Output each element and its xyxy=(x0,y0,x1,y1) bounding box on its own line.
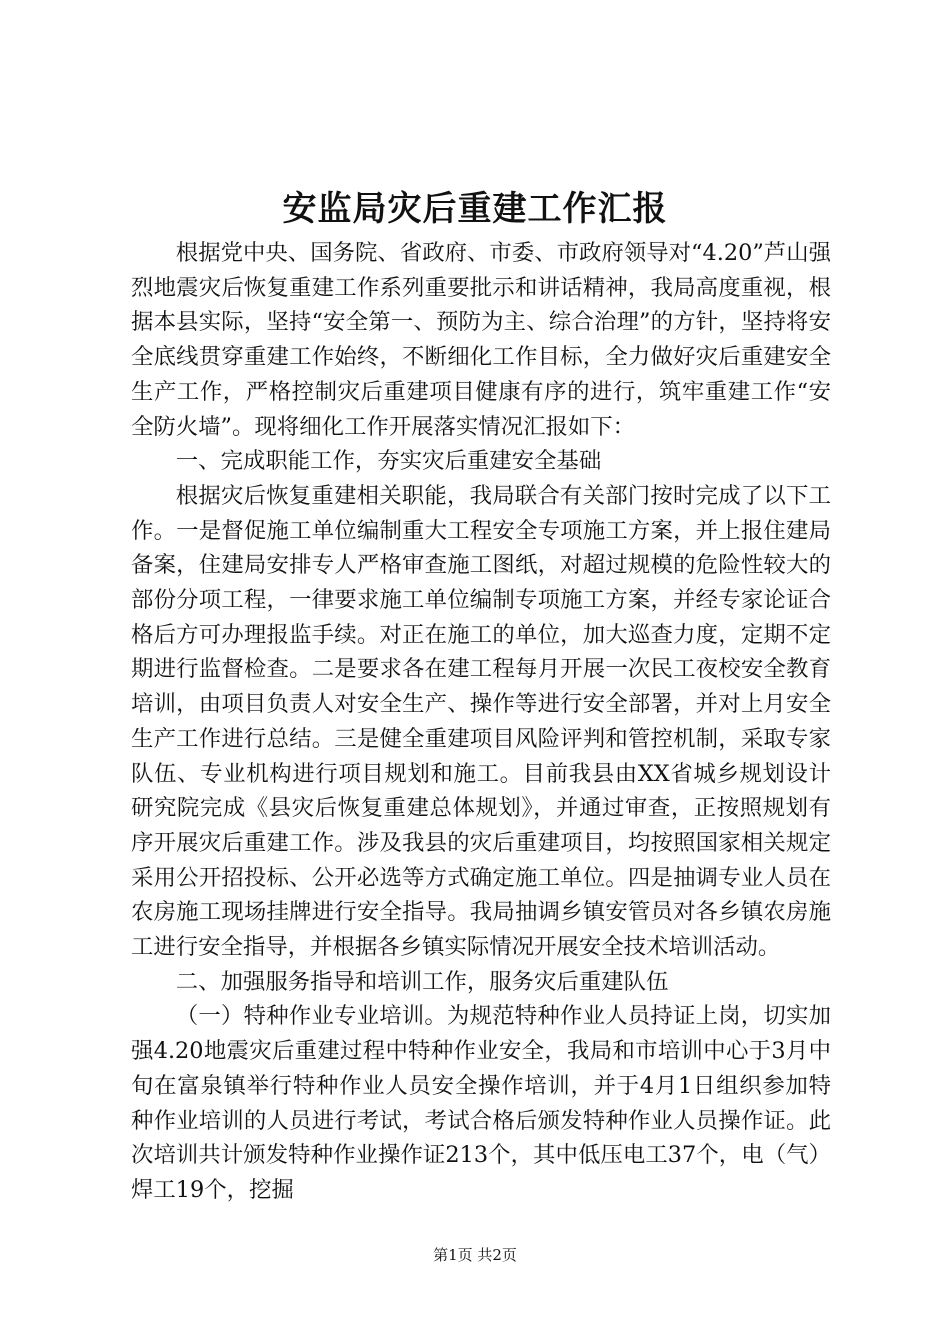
intro-paragraph: 根据党中央、国务院、省政府、市委、市政府领导对“4.20”芦山强烈地震灾后恢复重建工作系列重要批示和讲话精神，我局高度重视，根据本县实际，坚持“安全第一、预防为主、综合治理”的方针，坚持将安全底线贯穿重建工作始终，不断细化工作目标，全力做好灾后重建安全生产工作，严格控制灾后重建项目健康有序的进行，筑牢重建工作“安全防火墙”。现将细化工作开展落实情况汇报如下： xyxy=(131,240,831,440)
section-heading-1: 一、完成职能工作，夯实灾后重建安全基础 xyxy=(175,448,602,475)
page-footer: 第1页 共2页 xyxy=(433,1246,517,1264)
section-paragraph-1: 根据灾后恢复重建相关职能，我局联合有关部门按时完成了以下工作。一是督促施工单位编制重大工程安全专项施工方案，并上报住建局备案，住建局安排专人严格审查施工图纸，对超过规模的危险性较大的部份分项工程，一律要求施工单位编制专项施工方案，并经专家论证合格后方可办理报监手续。对正在施工的单位，加大巡查力度，定期不定期进行监督检查。二是要求各在建工程每月开展一次民工夜校安全教育培训，由项目负责人对安全生产、操作等进行安全部署，并对上月安全生产工作进行总结。三是健全重建项目风险评判和管控机制，采取专家队伍、专业机构进行项目规划和施工。目前我县由XX省城乡规划设计研究院完成《县灾后恢复重建总体规划》，并通过审查，正按照规划有序开展灾后重建工作。涉及我县的灾后重建项目，均按照国家相关规定采用公开招投标、公开必选等方式确定施工单位。四是抽调专业人员在农房施工现场挂牌进行安全指导。我局抽调乡镇安管员对各乡镇农房施工进行安全指导，并根据各乡镇实际情况开展安全技术培训活动。 xyxy=(131,482,831,961)
section-paragraph-2: （一）特种作业专业培训。为规范特种作业人员持证上岗，切实加强4.20地震灾后重建过程中特种作业安全，我局和市培训中心于3月中旬在富泉镇举行特种作业人员安全操作培训，并于4月1日组织参加特种作业培训的人员进行考试，考试合格后颁发特种作业人员操作证。此次培训共计颁发特种作业操作证213个，其中低压电工37个，电（气）焊工19个，挖掘 xyxy=(131,1003,831,1203)
page-title: 安监局灾后重建工作汇报 xyxy=(282,189,668,229)
section-heading-2: 二、加强服务指导和培训工作，服务灾后重建队伍 xyxy=(175,968,669,995)
document-body xyxy=(131,236,831,1208)
